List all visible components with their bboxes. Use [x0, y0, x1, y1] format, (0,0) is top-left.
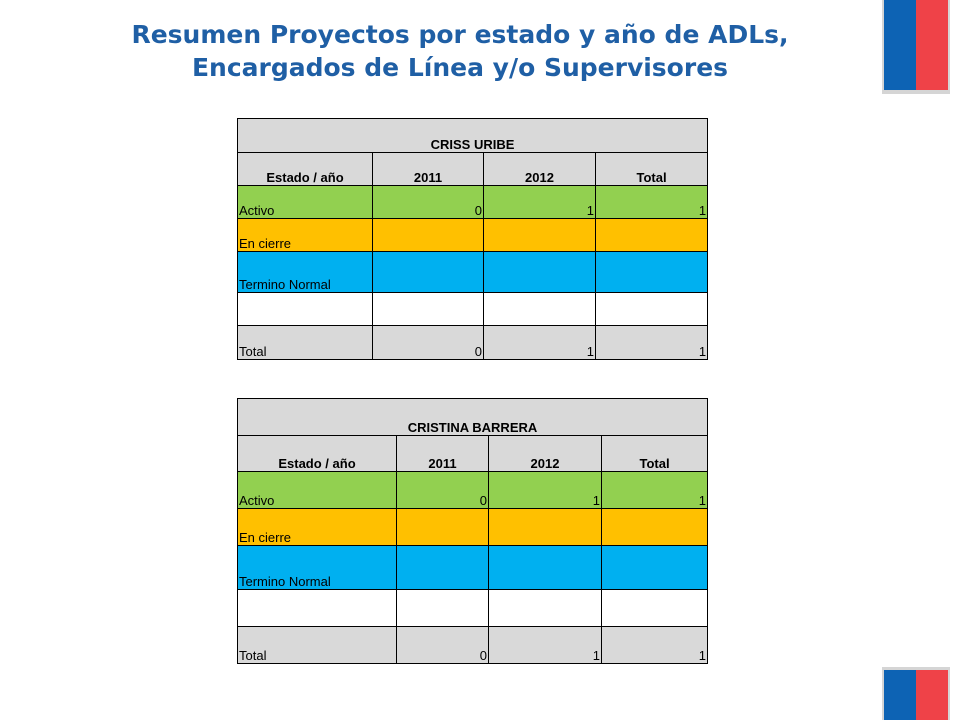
- table-row-total: [238, 627, 708, 664]
- table-row: [238, 252, 708, 293]
- cell-total: [596, 252, 708, 293]
- row-label: En cierre: [238, 509, 397, 546]
- cell-2012: 1: [489, 627, 602, 664]
- column-header: 2011: [397, 436, 489, 472]
- cell-2011: 0: [373, 186, 484, 219]
- summary-table-cristina-barrera: [237, 398, 708, 664]
- column-header: 2012: [484, 153, 596, 186]
- row-label: Activo: [238, 472, 397, 509]
- table-title: CRISS URIBE: [238, 119, 708, 153]
- chile-flag-top-icon: [884, 0, 948, 90]
- table-row: [238, 186, 708, 219]
- cell-total: [602, 509, 708, 546]
- chile-flag-bottom-icon: [884, 670, 948, 720]
- table-row: [238, 509, 708, 546]
- table-title-row: [238, 399, 708, 436]
- row-label: Termino Normal: [238, 252, 373, 293]
- cell-total: 1: [596, 326, 708, 360]
- column-header: Estado / año: [238, 436, 397, 472]
- column-header: 2012: [489, 436, 602, 472]
- page-title-line-1: Resumen Proyectos por estado y año de ADLs,: [131, 20, 789, 49]
- cell-2011: [373, 219, 484, 252]
- cell-2011: [373, 293, 484, 326]
- table-header-row: [238, 153, 708, 186]
- cell-total: 1: [596, 186, 708, 219]
- column-header: Total: [602, 436, 708, 472]
- table-row: [238, 590, 708, 627]
- page-title-line-2: Encargados de Línea y/o Supervisores: [191, 53, 729, 82]
- cell-2012: 1: [484, 326, 596, 360]
- row-label: [238, 293, 373, 326]
- cell-2012: [489, 546, 602, 590]
- cell-2012: [489, 590, 602, 627]
- column-header: Total: [596, 153, 708, 186]
- row-label: Total: [238, 627, 397, 664]
- cell-total: 1: [602, 627, 708, 664]
- table-row: [238, 546, 708, 590]
- cell-total: [596, 293, 708, 326]
- row-label: En cierre: [238, 219, 373, 252]
- table-row: [238, 472, 708, 509]
- column-header: Estado / año: [238, 153, 373, 186]
- cell-2012: [484, 252, 596, 293]
- table-title-row: [238, 119, 708, 153]
- cell-2011: [397, 590, 489, 627]
- cell-total: [602, 590, 708, 627]
- cell-2012: 1: [489, 472, 602, 509]
- summary-table-criss-uribe: [237, 118, 708, 360]
- cell-2012: 1: [484, 186, 596, 219]
- column-header: 2011: [373, 153, 484, 186]
- table-title: CRISTINA BARRERA: [238, 399, 708, 436]
- cell-2012: [484, 293, 596, 326]
- cell-total: [602, 546, 708, 590]
- cell-2011: [397, 509, 489, 546]
- cell-total: 1: [602, 472, 708, 509]
- cell-2011: [397, 546, 489, 590]
- cell-2012: [489, 509, 602, 546]
- cell-2012: [484, 219, 596, 252]
- row-label: Activo: [238, 186, 373, 219]
- table-row: [238, 293, 708, 326]
- cell-2011: 0: [373, 326, 484, 360]
- row-label: [238, 590, 397, 627]
- row-label: Termino Normal: [238, 546, 397, 590]
- cell-2011: 0: [397, 627, 489, 664]
- table-row-total: [238, 326, 708, 360]
- table-header-row: [238, 436, 708, 472]
- table-row: [238, 219, 708, 252]
- cell-total: [596, 219, 708, 252]
- cell-2011: [373, 252, 484, 293]
- row-label: Total: [238, 326, 373, 360]
- page-title: [60, 18, 860, 84]
- cell-2011: 0: [397, 472, 489, 509]
